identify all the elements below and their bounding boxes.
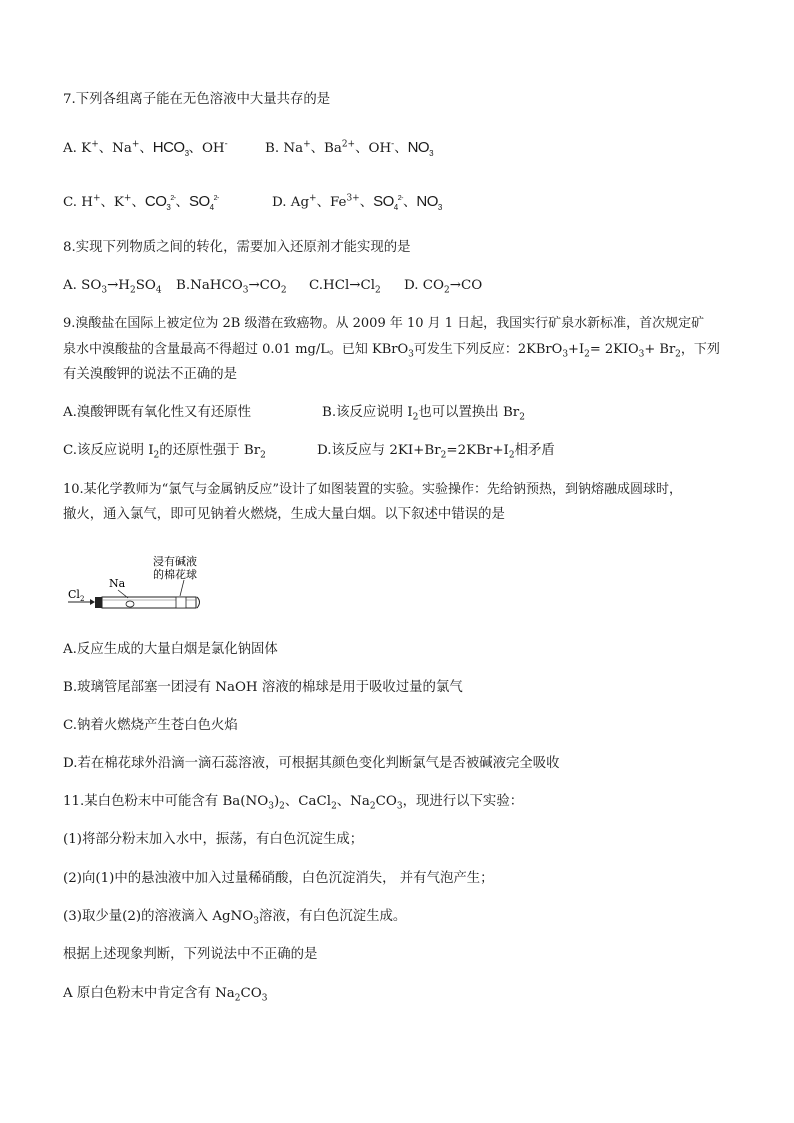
- q7-stem: 7.下列各组离子能在无色溶液中大量共存的是: [63, 92, 331, 107]
- stopper: [95, 597, 102, 608]
- q11-stem: 11.某白色粉末中可能含有 $Ba(NO_3)_2$、CaCl$_2$、$Na_2CO_3$，现进行以下实验：: [63, 794, 524, 812]
- q9-option-a: A.溴酸钾既有氧化性又有还原性: [63, 405, 252, 420]
- q9-stem-line1: 9.溴酸盐在国际上被定位为 2B 级潜在致癌物。从 2009 年 10 月 1 日起，我国实行矿泉水新标准，首次规定矿: [63, 316, 705, 331]
- q9-stem-line2: 泉水中溴酸盐的含量最高不得超过 0.01 mg/L。已知 KBrO$_3$可发生下列反应：$2KBrO_3+I_2= 2KIO_3+ Br_2$，下列: [63, 342, 720, 360]
- fig-label-cotton-line2: 的棉花球: [153, 568, 197, 581]
- q9-stem-line3: 有关溴酸钾的说法不正确的是: [63, 367, 238, 382]
- fig-label-na: Na: [109, 577, 126, 590]
- q8-option-c: $C.HCl\to Cl_2$: [309, 278, 381, 296]
- q11-judge: 根据上述现象判断，下列说法中不正确的是: [63, 947, 318, 962]
- q7-option-d: D. Ag+、$Fe^{3+}$、$SO_4^{2-}$、$NO_3$: [272, 193, 442, 212]
- q10-option-b: B.玻璃管尾部塞一团浸有 NaOH 溶液的棉球是用于吸收过量的氯气: [63, 680, 463, 695]
- cl2-arrow-head: [90, 599, 95, 605]
- q7-option-b: B. Na+、$Ba^{2+}$、OH-、$NO_3$: [265, 139, 434, 158]
- q8-option-d: D. $CO_2\to CO$: [404, 278, 483, 296]
- q10-option-a: A.反应生成的大量白烟是氯化钠固体: [63, 642, 278, 657]
- fig-label-cl2: $Cl_2$: [68, 588, 85, 603]
- cotton-ball: [176, 597, 186, 608]
- q9-option-c: C.该反应说明 $I_2$的还原性强于 $Br_2$: [63, 443, 266, 461]
- q11-step-3: (3)取少量(2)的溶液滴入 AgNO$_3$溶液，有白色沉淀生成。: [63, 909, 407, 927]
- q11-step-2: (2)向(1)中的悬浊液中加入过量稀硝酸，白色沉淀消失， 并有气泡产生；: [63, 871, 494, 886]
- fig-label-cotton-line1: 浸有碱液: [153, 555, 197, 568]
- q8-option-b: $B.NaHCO_3\to CO_2$: [176, 278, 287, 296]
- q9-option-b: B.该反应说明 $I_2$也可以置换出 $Br_2$: [322, 405, 525, 423]
- q8-option-a: A. $SO_3\to H_2SO_4$: [63, 278, 162, 296]
- q7-option-c: C. H+、K+、$CO_3^{2-}$、$SO_4^{2-}$: [63, 193, 219, 212]
- q10-stem-line1: 10.某化学教师为“氯气与金属钠反应”设计了如图装置的实验。实验操作：先给钠预热，到钠熔融成圆球时，: [63, 482, 682, 497]
- q10-stem-line2: 撤火，通入氯气，即可见钠着火燃烧，生成大量白烟。以下叙述中错误的是: [63, 507, 505, 522]
- q11-option-a: A 原白色粉末中肯定含有 $Na_2CO_3$: [63, 986, 268, 1004]
- sodium-ball: [126, 601, 134, 607]
- apparatus-figure: [66, 548, 216, 614]
- q10-option-c: C.钠着火燃烧产生苍白色火焰: [63, 718, 238, 733]
- cotton-pointer: [180, 580, 184, 596]
- q10-option-d: D.若在棉花球外沿滴一滴石蕊溶液，可根据其颜色变化判断氯气是否被碱液完全吸收: [63, 756, 560, 771]
- q11-step-1: (1)将部分粉末加入水中，振荡，有白色沉淀生成；: [63, 832, 364, 847]
- q9-option-d: D.该反应与 $2KI+Br_2=2KBr+I_2$相矛盾: [317, 443, 555, 461]
- q7-option-a: A. K+、Na+、$HCO_3$、OH-: [63, 139, 228, 158]
- q8-stem: 8.实现下列物质之间的转化，需要加入还原剂才能实现的是: [63, 240, 411, 255]
